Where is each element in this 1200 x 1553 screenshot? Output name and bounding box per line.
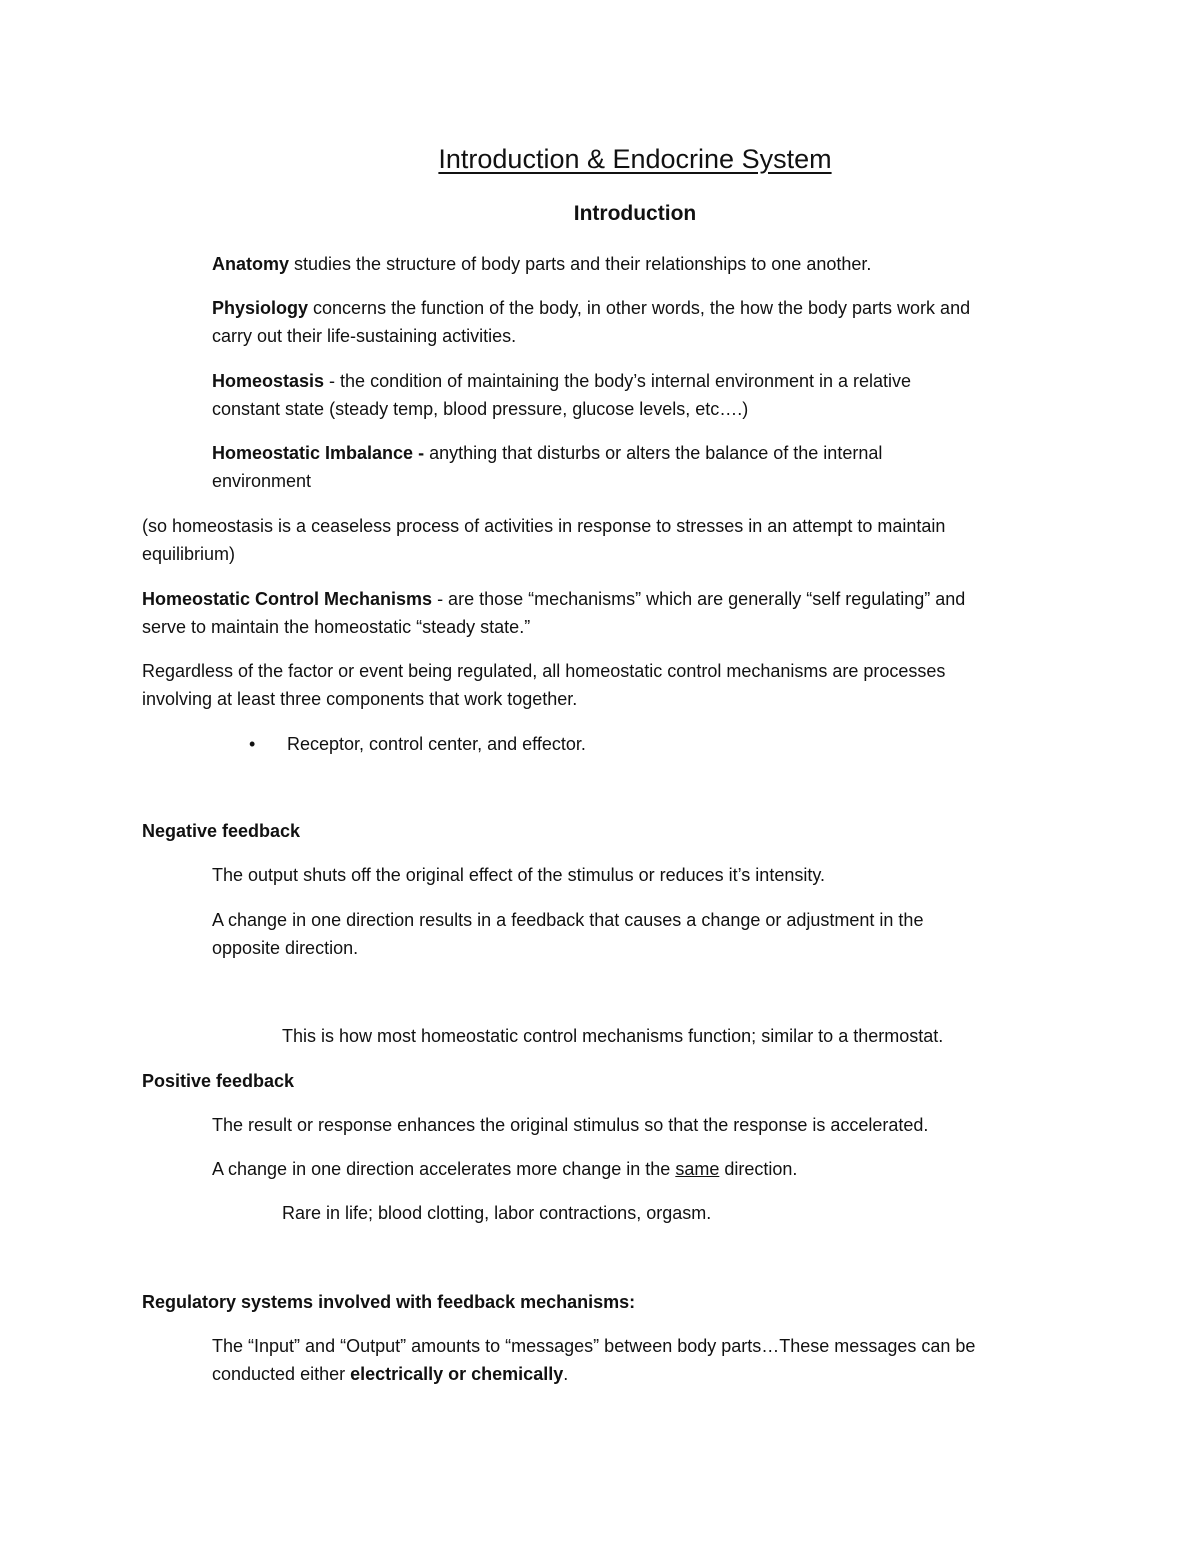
list-item: Anatomy studies the structure of body parts and their relationships to one another. [212, 254, 872, 274]
term-anatomy: Anatomy [212, 254, 290, 274]
list-item: Receptor, control center, and effector. [287, 734, 586, 754]
term-homeostasis: Homeostasis [212, 371, 325, 391]
sub-list-item: This is how most homeostatic control mechanisms function; similar to a thermostat. [282, 1026, 944, 1046]
bold-phrase: electrically or chemically [350, 1364, 564, 1384]
list-item: The “Input” and “Output” amounts to “messages” between body parts…These messages can be conducted either electrically or chemically. [212, 1336, 976, 1384]
term-homeostatic-imbalance: Homeostatic Imbalance - [212, 443, 425, 463]
list-item: A change in one direction results in a feedback that causes a change or adjustment in the opposite direction. [212, 910, 924, 958]
list-item: Physiology concerns the function of the body, in other words, the how the body parts work and carry out their life-sustaining activities. [212, 298, 971, 346]
list-item: The result or response enhances the original stimulus so that the response is accelerated. [212, 1115, 929, 1135]
list-item: A change in one direction accelerates more change in the same direction. [212, 1159, 798, 1179]
list-item: The output shuts off the original effect of the stimulus or reduces it’s intensity. [212, 865, 826, 885]
list-item: Homeostasis - the condition of maintaining the body’s internal environment in a relative constant state (steady temp, blood pressure, glucose levels, etc….) [212, 371, 912, 419]
section-heading-regulatory: Regulatory systems involved with feedback mechanisms: [142, 1292, 636, 1312]
paragraph: Regardless of the factor or event being regulated, all homeostatic control mechanisms are processes involving at least three components that work together. [142, 661, 946, 709]
bullet-dot: • [249, 734, 256, 754]
term-physiology: Physiology [212, 298, 309, 318]
paragraph: (so homeostasis is a ceaseless process of activities in response to stresses in an attempt to maintain equilibrium) [142, 516, 946, 564]
paragraph: Homeostatic Control Mechanisms - are those “mechanisms” which are generally “self regulating” and serve to maintain the homeostatic “steady state.” [142, 589, 966, 637]
list-item: Homeostatic Imbalance - anything that disturbs or alters the balance of the internal environment [212, 443, 883, 491]
sub-list-item: Rare in life; blood clotting, labor contractions, orgasm. [282, 1203, 712, 1223]
term-control-mechanisms: Homeostatic Control Mechanisms [142, 589, 433, 609]
section-subtitle: Introduction [573, 202, 697, 225]
underlined-word: same [675, 1159, 720, 1179]
section-heading-positive: Positive feedback [142, 1071, 295, 1091]
section-heading-negative: Negative feedback [142, 821, 301, 841]
page-title: Introduction & Endocrine System [438, 144, 832, 174]
